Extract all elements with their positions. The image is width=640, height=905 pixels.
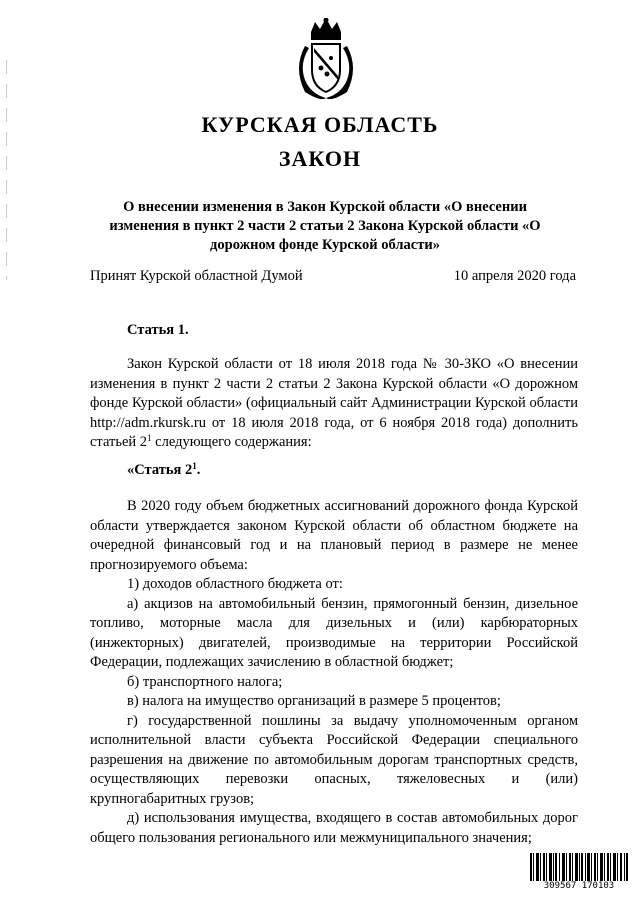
list-item-v: в) налога на имущество организаций в размере 5 процентов; — [127, 693, 501, 709]
article-2-1-heading — [127, 462, 200, 479]
law-heading: О внесении изменения в Закон Курской области «О внесении изменения в пункт 2 части 2 статьи 2 Закона Курской области «О дорожном фонде Курской области» — [109, 199, 541, 253]
article-1-text-main: Закон Курской области от 18 июля 2018 года № 30-ЗКО «О внесении изменения в пункт 2 части 2 статьи 2 Закона Курской области «О дорожном фонде Курской области» (официальный сайт Администрации Курской области http://adm.rkursk.ru от 18 июля 2018 года, от 6 ноября 2018 года) дополнить статьей 2 — [90, 356, 578, 450]
list-item-g: г) государственной пошлины за выдачу уполномоченным органом исполнительной власти субъекта Российской Федерации специального разрешения на движение по автомобильным дорогам транспортных средств, осуществляющих перевозки опасных, тяжеловесных и (или) крупногабаритных грузов; — [90, 712, 578, 807]
article-1-text — [90, 355, 578, 453]
document-type-title: ЗАКОН — [278, 146, 362, 171]
article-2-1-heading-superscript: 1 — [192, 461, 197, 471]
region-title: КУРСКАЯ ОБЛАСТЬ — [201, 112, 439, 137]
article-2-1-heading-prefix: «Статья 2 — [127, 462, 193, 478]
adopted-date: 10 апреля 2020 года — [453, 268, 576, 284]
article-1-superscript: 1 — [147, 433, 152, 443]
article-1-heading: Статья 1. — [127, 322, 189, 338]
article-2-1-body — [90, 497, 578, 848]
list-item-1: 1) доходов областного бюджета от: — [127, 576, 343, 592]
barcode-number: 309567 170103 — [529, 881, 629, 891]
list-item-d: д) использования имущества, входящего в состав автомобильных дорог общего пользования регионального или межмуниципального значения; — [90, 810, 578, 846]
article-2-1-heading-suffix: . — [196, 462, 201, 478]
paragraph-intro: В 2020 году объем бюджетных ассигнований дорожного фонда Курской области утверждается законом Курской области об областном бюджете на очередной финансовый год и на плановый период в размере не менее прогнозируемого объема: — [90, 498, 578, 573]
list-item-a: а) акцизов на автомобильный бензин, прямогонный бензин, дизельное топливо, моторные масла для дизельных и (или) карбюраторных (инжекторных) двигателей, производимые на территории Российской Федерации, подлежащих зачислению в областной бюджет; — [90, 595, 578, 670]
adopted-by: Принят Курской областной Думой — [90, 268, 303, 284]
list-item-b: б) транспортного налога; — [127, 673, 283, 690]
article-1-text-tail: следующего содержания: — [151, 434, 312, 450]
kursk-coat-of-arms-icon — [291, 18, 361, 102]
